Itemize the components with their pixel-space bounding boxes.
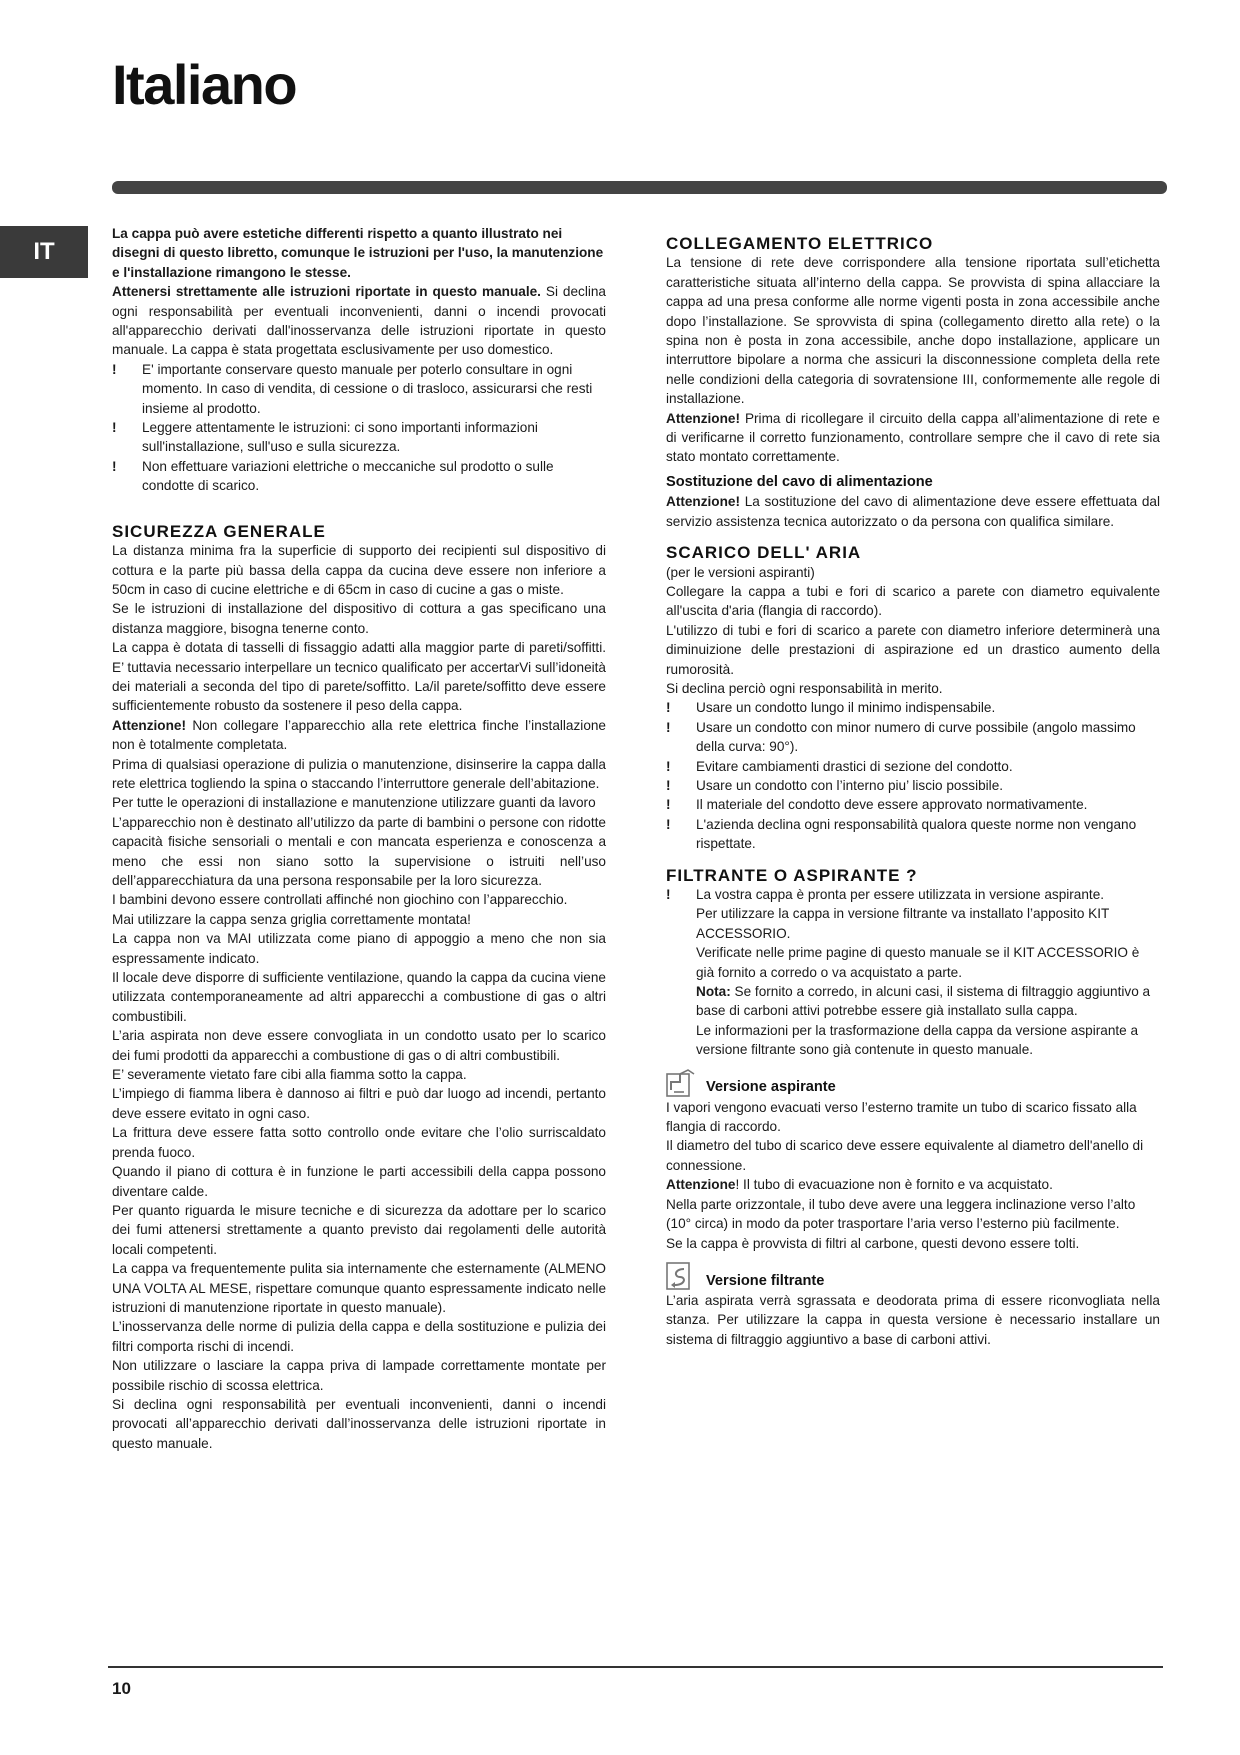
paragraph: Se la cappa è provvista di filtri al carbone, questi devono essere tolti. [666, 1235, 1080, 1251]
paragraph: Non utilizzare o lasciare la cappa priva di lampade correttamente montate per possibile rischio di scossa elettrica. [112, 1358, 606, 1393]
section-heading-scarico: SCARICO DELL' ARIA [666, 543, 862, 563]
scarico-bullet [666, 795, 1160, 814]
paragraph: Verificate nelle prime pagine di questo manuale se il KIT ACCESSORIO è già fornito a corredo o va acquistato a parte. [696, 945, 1140, 980]
paragraph: Collegare la cappa a tubi e fori di scarico a parete con diametro equivalente all'uscita d'aria (flangia di raccordo). [666, 583, 1160, 619]
subsection-heading-filtrante: Versione filtrante [706, 1272, 825, 1289]
intro-bullet-text: Non effettuare variazioni elettriche o meccaniche sul prodotto o sulle condotte di scarico. [142, 458, 554, 494]
paragraph-text: Non collegare l’apparecchio alla rete elettrica finche l’installazione non è totalmente completata. [112, 717, 606, 753]
paragraph: E’ severamente vietato fare cibi alla fiamma sotto la cappa. [112, 1067, 467, 1083]
bullet-text: Evitare cambiamenti drastici di sezione del condotto. [696, 758, 1013, 774]
language-tab: IT [0, 226, 88, 278]
paragraph-text: Prima di ricollegare il circuito della cappa all’alimentazione di rete e di verificarne il corretto funzionamento, controllare sempre che il cavo di rete sia stato montato correttamente. [666, 410, 1160, 465]
intro-bullet-text: E' importante conservare questo manuale per poterlo consultare in ogni momento. In caso di vendita, di cessione o di trasloco, assicurarsi che resti insieme al prodotto. [142, 361, 593, 416]
paragraph: Quando il piano di cottura è in funzione le parti accessibili della cappa possono diventare calde. [112, 1164, 606, 1199]
paragraph [696, 982, 1160, 1021]
header-divider [112, 181, 1167, 194]
paragraph: Si declina perciò ogni responsabilità in merito. [666, 680, 943, 696]
filtrante-block [666, 885, 1160, 1060]
attention-label: Attenzione [666, 1177, 736, 1193]
intro-bold: Attenersi strettamente alle istruzioni riportate in questo manuale. [112, 284, 541, 300]
paragraph: Per tutte le operazioni di installazione e manutenzione utilizzare guanti da lavoro [112, 795, 596, 811]
bullet-text: Usare un condotto con minor numero di curve possibile (angolo massimo della curva: 90°). [696, 719, 1136, 755]
warning-mark: ! [666, 777, 671, 793]
paragraph: L’impiego di fiamma libera è dannoso ai filtri e può dar luogo ad incendi, pertanto deve essere evitato in ogni caso. [112, 1086, 606, 1121]
bullet-text: L'azienda declina ogni responsabilità qualora queste norme non vengano rispettate. [696, 816, 1137, 852]
warning-mark: ! [666, 887, 671, 902]
paragraph: Se le istruzioni di installazione del dispositivo di cottura a gas specificano una distanza maggiore, bisogna tenerne conto. [112, 601, 606, 636]
warning-mark: ! [112, 361, 117, 377]
intro-text: Si declina ogni responsabilità per eventuali inconvenienti, danni o incendi provocati all'apparecchio derivati dall'inosservanza delle istruzioni riportate in questo manuale. La cappa è stata progettata esclusivamente per uso domestico. [112, 284, 606, 358]
paragraph: L’apparecchio non è destinato all’utilizzo da parte di bambini o persone con ridotte capacità fisiche sensoriali o mentali e con mancata esperienza e conoscenza a meno che essi non siano sotto la supervisione o istruiti nell’uso dell’apparecchiatura da una persona responsabile per la loro sicurezza. [112, 814, 606, 888]
paragraph: La cappa non va MAI utilizzata come piano di appoggio a meno che non sia espressamente indicato. [112, 931, 606, 966]
paragraph [666, 492, 1160, 531]
paragraph: I bambini devono essere controllati affinché non giochino con l’apparecchio. [112, 892, 568, 908]
intro-lead: La cappa può avere estetiche differenti rispetto a quanto illustrato nei disegni di questo libretto, comunque le istruzioni per l'uso, la manutenzione e l'installazione rimangono le stesse. [112, 226, 604, 280]
attention-label: Attenzione! [666, 410, 741, 426]
bullet-text: Usare un condotto con l’interno piu’ liscio possibile. [696, 777, 1004, 793]
paragraph: La distanza minima fra la superficie di supporto dei recipienti sul dispositivo di cottura e la parte più bassa della cappa da cucina deve essere non inferiore a 50cm in caso di cucine elettriche e di 65cm in caso di cucine a gas o miste. [112, 543, 606, 597]
paragraph: La tensione di rete deve corrispondere alla tensione riportata sull’etichetta caratteristiche situata all’interno della cappa. Se provvista di spina allacciare la cappa ad una presa conforme alle norme vigenti posta in zona accessibile anche dopo l’installazione. Se sprovvista di spina (collegamento diretto alla rete) o la spina non è posta in zona accessibile, anche dopo installazione, applicare un interruttore bipolare a norma che assicuri la disconnessione completa della rete nelle condizioni della categoria di sovratensione III, conformemente alle regole di installazione. [666, 255, 1160, 407]
paragraph: Nella parte orizzontale, il tubo deve avere una leggera inclinazione verso l’alto (10° circa) in modo da poter trasportare l’aria verso l’esterno più facilmente. [666, 1196, 1136, 1232]
section-heading-filtrante: FILTRANTE O ASPIRANTE ? [666, 865, 918, 885]
right-column [666, 234, 1160, 1349]
section-heading-collegamento: COLLEGAMENTO ELETTRICO [666, 234, 934, 253]
page-title: Italiano [112, 53, 297, 116]
filtrante-bullet-body [696, 885, 1160, 1060]
page-number: 10 [112, 1679, 131, 1698]
intro-bullet-text: Leggere attentamente le istruzioni: ci sono importanti informazioni sull'installazione, sull'uso e sulla sicurezza. [142, 420, 538, 455]
paragraph: La frittura deve essere fatta sotto controllo onde evitare che l’olio surriscaldato prenda fuoco. [112, 1125, 606, 1160]
paragraph: Prima di qualsiasi operazione di pulizia o manutenzione, disinserire la cappa dalla rete elettrica togliendo la spina o staccando l’interruttore generale dell’abitazione. [112, 756, 606, 791]
bullet-text: Usare un condotto lungo il minimo indispensabile. [696, 700, 996, 716]
paragraph: La cappa va frequentemente pulita sia internamente che esternamente (ALMENO UNA VOLTA AL MESE, rispettare comunque quanto espressamente indicato nelle istruzioni di manutenzione riportate in questo manuale). [112, 1261, 606, 1315]
paragraph [112, 716, 606, 755]
duct-vent-icon [666, 1068, 696, 1098]
paragraph: Le informazioni per la trasformazione della cappa da versione aspirante a versione filtrante sono già contenute in questo manuale. [696, 1022, 1139, 1058]
paragraph: L'utilizzo di tubi e fori di scarico a parete con diametro inferiore determinerà una diminuizione delle prestazioni di aspirazione ed un drastico aumento della rumorosità. [666, 622, 1160, 677]
subsection-heading-cavo: Sostituzione del cavo di alimentazione [666, 473, 933, 490]
paragraph: (per le versioni aspiranti) [666, 564, 815, 580]
paragraph: La cappa è dotata di tasselli di fissaggio adatti alla maggior parte di pareti/soffitti. E’ tuttavia necessario interpellare un tecnico qualificato per accertarVi sull’idoneità dei materiali a seconda del tipo di parete/soffitto. La/il parete/soffitto deve essere sufficientemente robusto da sostenere il peso della cappa. [112, 640, 606, 714]
paragraph: Mai utilizzare la cappa senza griglia correttamente montata! [112, 911, 471, 927]
paragraph [666, 409, 1160, 467]
warning-mark: ! [666, 797, 671, 813]
scarico-bullet [666, 815, 1160, 854]
subsection-heading-aspirante: Versione aspirante [706, 1079, 836, 1096]
bullet-text: Il materiale del condotto deve essere approvato normativamente. [696, 797, 1088, 813]
footer-divider [108, 1666, 1163, 1668]
intro-bullet [112, 418, 606, 457]
paragraph: Il locale deve disporre di sufficiente ventilazione, quando la cappa da cucina viene utilizzata contemporaneamente ad altri apparecchi a combustione di gas o altri combustibili. [112, 970, 606, 1024]
paragraph: Per utilizzare la cappa in versione filtrante va installato l’apposito KIT ACCESSORIO. [696, 906, 1110, 941]
paragraph-text: ! Il tubo di evacuazione non è fornito e va acquistato. [735, 1177, 1053, 1193]
intro-bullet [112, 457, 606, 496]
paragraph: Per quanto riguarda le misure tecniche e di sicurezza da adottare per lo scarico dei fumi attenersi strettamente a quanto previsto dai regolamenti delle autorità locali competenti. [112, 1202, 606, 1257]
scarico-bullet [666, 718, 1160, 757]
paragraph-text: Se fornito a corredo, in alcuni casi, il sistema di filtraggio aggiuntivo a base di carboni attivi potrebbe essere già installato sulla cappa. [696, 984, 1151, 1019]
attention-label: Attenzione! [666, 494, 741, 510]
warning-mark: ! [666, 719, 671, 735]
paragraph: L’aria aspirata non deve essere convogliata in un condotto usato per lo scarico dei fumi prodotti da apparecchi a combustione di gas o di altri combustibili. [112, 1028, 606, 1063]
warning-mark: ! [112, 458, 117, 474]
paragraph-text: La sostituzione del cavo di alimentazione deve essere effettuata dal servizio assistenza tecnica autorizzato o da persona con qualifica similare. [666, 494, 1160, 529]
paragraph [666, 1175, 1160, 1194]
intro-bullet [112, 360, 606, 418]
scarico-bullet [666, 757, 1160, 776]
paragraph: L’aria aspirata verrà sgrassata e deodorata prima di essere riconvogliata nella stanza. Per utilizzare la cappa in questa versione è necessario installare un sistema di filtraggio aggiuntivo a base di carboni attivi. [666, 1292, 1160, 1347]
section-heading-sicurezza: SICUREZZA GENERALE [112, 521, 326, 541]
scarico-bullet [666, 698, 1160, 717]
paragraph: Si declina ogni responsabilità per eventuali inconvenienti, danni o incendi provocati all’apparecchio derivati dall’inosservanza delle istruzioni riportate in questo manuale. [112, 1396, 606, 1451]
warning-mark: ! [666, 700, 671, 716]
attention-label: Attenzione! [112, 717, 187, 733]
note-label: Nota: [696, 984, 731, 1000]
paragraph: I vapori vengono evacuati verso l’esterno tramite un tubo di scarico fissato alla flangia di raccordo. [666, 1099, 1137, 1135]
left-column [112, 224, 606, 1453]
warning-mark: ! [666, 758, 671, 774]
filtrante-header [666, 1261, 1160, 1291]
paragraph: La vostra cappa è pronta per essere utilizzata in versione aspirante. [696, 887, 1105, 902]
paragraph: Il diametro del tubo di scarico deve essere equivalente al diametro dell'anello di connessione. [666, 1138, 1144, 1173]
filter-recirculation-icon [666, 1261, 696, 1291]
paragraph: L’inosservanza delle norme di pulizia della cappa e della sostituzione e pulizia dei filtri comporta rischi di incendi. [112, 1319, 606, 1354]
aspirante-header [666, 1068, 1160, 1098]
intro-paragraph [112, 282, 606, 360]
warning-mark: ! [112, 420, 117, 436]
warning-mark: ! [666, 816, 671, 832]
scarico-bullet [666, 776, 1160, 795]
